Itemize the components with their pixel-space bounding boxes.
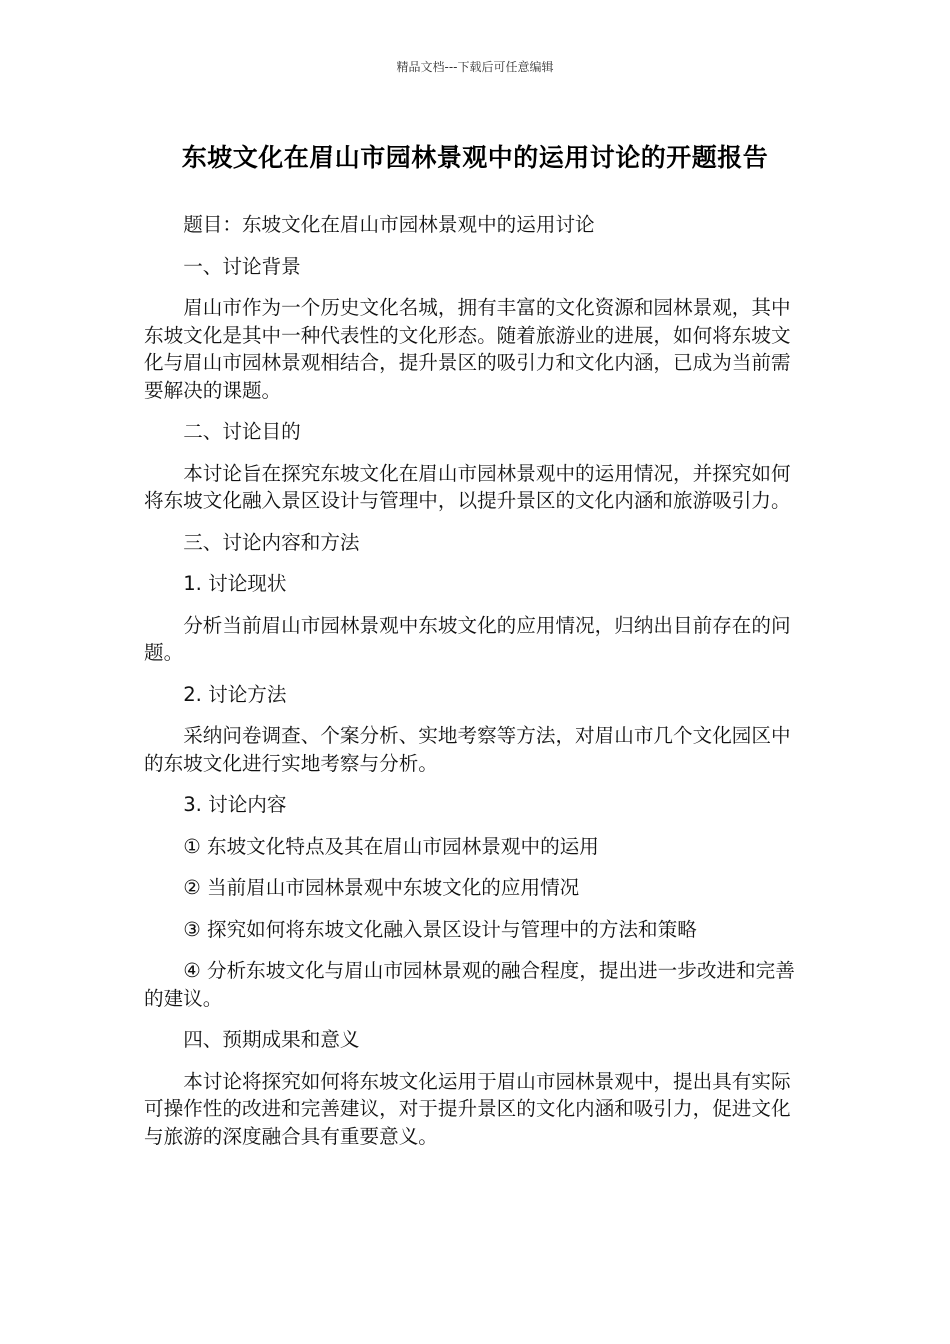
paragraph-background: 眉山市作为一个历史文化名城，拥有丰富的文化资源和园林景观，其中东坡文化是其中一种代表性的文化形态。随着旅游业的进展，如何将东坡文化与眉山市园林景观相结合，提升景区的吸引力和文化内涵，已成为当前需要解决的课题。 bbox=[144, 296, 791, 402]
subheading-method: 2. 讨论方法 bbox=[183, 682, 287, 706]
page-header: 精品文档---下载后可任意编辑 bbox=[396, 60, 554, 74]
paragraph-outcome: 本讨论将探究如何将东坡文化运用于眉山市园林景观中，提出具有实际可操作性的改进和完善建议，对于提升景区的文化内涵和吸引力，促进文化与旅游的深度融合具有重要意义。 bbox=[144, 1069, 791, 1148]
document-title: 东坡文化在眉山市园林景观中的运用讨论的开题报告 bbox=[181, 143, 769, 172]
paragraph-status: 分析当前眉山市园林景观中东坡文化的应用情况，归纳出目前存在的问题。 bbox=[144, 613, 791, 664]
list-item-content-3: ③ 探究如何将东坡文化融入景区设计与管理中的方法和策略 bbox=[183, 917, 697, 941]
list-item-content-4: ④ 分析东坡文化与眉山市园林景观的融合程度，提出进一步改进和完善的建议。 bbox=[144, 959, 795, 1010]
subheading-content: 3. 讨论内容 bbox=[183, 793, 287, 816]
document-body bbox=[144, 211, 798, 1164]
heading-purpose: 二、讨论目的 bbox=[183, 420, 301, 443]
heading-content-method: 三、讨论内容和方法 bbox=[183, 530, 360, 554]
subheading-status: 1. 讨论现状 bbox=[183, 572, 287, 595]
heading-background: 一、讨论背景 bbox=[183, 254, 301, 278]
paragraph-method: 采纳问卷调查、个案分析、实地考察等方法，对眉山市几个文化园区中的东坡文化进行实地考察与分析。 bbox=[144, 724, 791, 775]
paragraph-purpose: 本讨论旨在探究东坡文化在眉山市园林景观中的运用情况，并探究如何将东坡文化融入景区设计与管理中，以提升景区的文化内涵和旅游吸引力。 bbox=[144, 461, 791, 512]
heading-outcome: 四、预期成果和意义 bbox=[183, 1028, 360, 1051]
paragraph-topic: 题目：东坡文化在眉山市园林景观中的运用讨论 bbox=[183, 213, 595, 236]
list-item-content-2: ② 当前眉山市园林景观中东坡文化的应用情况 bbox=[183, 876, 580, 899]
list-item-content-1: ① 东坡文化特点及其在眉山市园林景观中的运用 bbox=[183, 834, 599, 858]
